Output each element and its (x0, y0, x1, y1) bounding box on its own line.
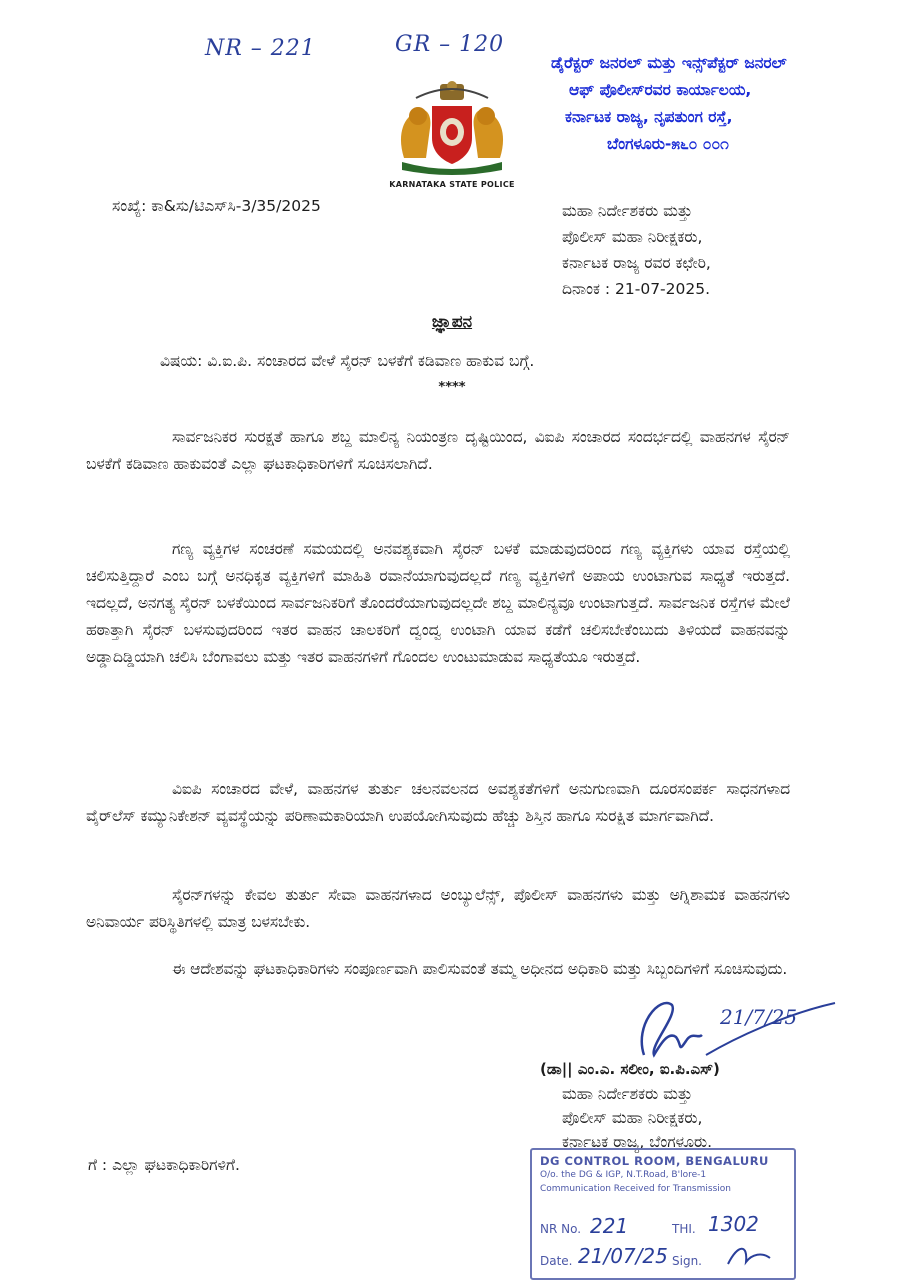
office-line: ಕರ್ನಾಟಕ ರಾಜ್ಯ ರವರ ಕಛೇರಿ, (562, 254, 711, 272)
body-paragraph-1: ಸಾರ್ವಜನಿಕರ ಸುರಕ್ಷತೆ ಹಾಗೂ ಶಬ್ದ ಮಾಲಿನ್ಯ ನಿಯಂತ್ರಣ ದೃಷ್ಟಿಯಿಂದ, ವಿಐಪಿ ಸಂಚಾರದ ಸಂದರ್ಭದಲ್ಲಿ ವಾಹನಗಳ ಸೈರನ್ ಬಳಕೆಗೆ ಕಡಿವಾಣ ಹಾಕುವಂತೆ ಎಲ್ಲಾ ಘಟಕಾಧಿಕಾರಿಗಳಿಗೆ ಸೂಚಿಸಲಾಗಿದೆ. (86, 428, 790, 473)
office-line: ಪೊಲೀಸ್ ಮಹಾ ನಿರೀಕ್ಷಕರು, (562, 228, 703, 246)
stamp-line2: O/o. the DG & IGP, N.T.Road, B'lore-1 (540, 1170, 707, 1180)
signatory-name: (ಡಾ|| ಎಂ.ಎ. ಸಲೀಂ, ಐ.ಪಿ.ಎಸ್) (540, 1060, 720, 1078)
stamp-sign-label: Sign. (672, 1254, 702, 1268)
designation-line: ಕರ್ನಾಟಕ ರಾಜ್ಯ, ಬೆಂಗಳೂರು. (562, 1133, 713, 1151)
office-line: ಮಹಾ ನಿರ್ದೇಶಕರು ಮತ್ತು (562, 202, 693, 220)
body-paragraph-2: ಗಣ್ಯ ವ್ಯಕ್ತಿಗಳ ಸಂಚರಣೆ ಸಮಯದಲ್ಲಿ ಅನವಶ್ಯಕವಾಗಿ ಸೈರನ್ ಬಳಕೆ ಮಾಡುವುದರಿಂದ ಗಣ್ಯ ವ್ಯಕ್ತಿಗಳು ಯಾವ ರಸ್ತೆಯಲ್ಲಿ ಚಲಿಸುತ್ತಿದ್ದಾರೆ ಎಂಬ ಬಗ್ಗೆ ಅನಧಿಕೃತ ವ್ಯಕ್ತಿಗಳಿಗೆ ಮಾಹಿತಿ ರವಾನೆಯಾಗುವುದಲ್ಲದೆ ಗಣ್ಯ ವ್ಯಕ್ತಿಗಳಿಗೆ ಅಪಾಯ ಉಂಟಾಗುವ ಸಾಧ್ಯತೆ ಇರುತ್ತದೆ. ಇದಲ್ಲದೆ, ಅನಗತ್ಯ ಸೈರನ್ ಬಳಕೆಯಿಂದ ಸಾರ್ವಜನಿಕರಿಗೆ ತೊಂದರೆಯಾಗುವುದಲ್ಲದೇ ಶಬ್ದ ಮಾಲಿನ್ಯವೂ ಉಂಟಾಗುತ್ತದೆ. ಸಾರ್ವಜನಿಕ ರಸ್ತೆಗಳ ಮೇಲೆ ಹಠಾತ್ತಾಗಿ ಸೈರನ್ ಬಳಸುವುದರಿಂದ ಇತರ ವಾಹನ ಚಾಲಕರಿಗೆ ದ್ವಂದ್ವ ಉಂಟಾಗಿ ಯಾವ ಕಡೆಗೆ ಚಲಿಸಬೇಕೆಂಬುದು ತಿಳಿಯದೆ ವಾಹನವನ್ನು ಅಡ್ಡಾದಿಡ್ಡಿಯಾಗಿ ಚಲಿಸಿ ಬೆಂಗಾವಲು ಮತ್ತು ಇತರ ವಾಹನಗಳಿಗೆ ಗೊಂದಲ ಉಂಟುಮಾಡುವ ಸಾಧ್ಯತೆಯೂ ಇರುತ್ತದೆ. (86, 540, 790, 666)
subject-line: ವಿಷಯ: ವಿ.ಐ.ಪಿ. ಸಂಚಾರದ ವೇಳೆ ಸೈರನ್ ಬಳಕೆಗೆ ಕಡಿವಾಣ ಹಾಕುವ ಬಗ್ಗೆ. (160, 352, 535, 370)
memo-title: ಜ್ಞಾಪನ (431, 312, 473, 332)
recipient-line: ಗೆ : ಎಲ್ಲಾ ಘಟಕಾಧಿಕಾರಿಗಳಿಗೆ. (88, 1156, 240, 1174)
stamp-line3: Communication Received for Transmission (540, 1184, 731, 1194)
handwritten-signature (620, 985, 860, 1065)
stamp-thi-label: THI. (672, 1222, 696, 1236)
stamp-nr-value: 221 (590, 1214, 629, 1238)
header-line: ಕರ್ನಾಟಕ ರಾಜ್ಯ, ನೃಪತುಂಗ ರಸ್ತೆ, (565, 108, 733, 126)
handwritten-nr-reference: NR – 221 (205, 36, 316, 61)
control-room-stamp (530, 1148, 796, 1280)
stamp-initials (718, 1240, 778, 1273)
designation-line: ಪೊಲೀಸ್ ಮಹಾ ನಿರೀಕ್ಷಕರು, (562, 1109, 703, 1127)
header-line: ಡೈರೆಕ್ಟರ್ ಜನರಲ್ ಮತ್ತು ಇನ್ಸ್‌ಪೆಕ್ಟರ್ ಜನರಲ್ (551, 54, 787, 72)
stamp-nr-label: NR No. (540, 1222, 582, 1236)
office-line: ದಿನಾಂಕ : 21-07-2025. (562, 280, 711, 298)
separator: **** (438, 380, 466, 395)
handwritten-gr-reference: GR – 120 (395, 32, 505, 57)
emblem-caption: KARNATAKA STATE POLICE (389, 180, 515, 189)
office-header (551, 50, 826, 158)
stamp-date-value: 21/07/25 (578, 1244, 668, 1268)
stamp-title: DG CONTROL ROOM, BENGALURU (540, 1154, 769, 1168)
designation-line: ಮಹಾ ನಿರ್ದೇಶಕರು ಮತ್ತು (562, 1085, 693, 1103)
karnataka-police-emblem (382, 76, 522, 189)
stamp-thi-value: 1302 (708, 1212, 759, 1236)
body-paragraph-3: ವಿಐಪಿ ಸಂಚಾರದ ವೇಳೆ, ವಾಹನಗಳ ತುರ್ತು ಚಲನವಲನದ ಅವಶ್ಯಕತೆಗಳಿಗೆ ಅನುಗುಣವಾಗಿ ದೂರಸಂಪರ್ಕ ಸಾಧನಗಳಾದ ವೈರ್‌ಲೆಸ್ ಕಮ್ಯುನಿಕೇಶನ್ ವ್ಯವಸ್ಥೆಯನ್ನು ಪರಿಣಾಮಕಾರಿಯಾಗಿ ಉಪಯೋಗಿಸುವುದು ಹೆಚ್ಚು ಶಿಸ್ತಿನ ಹಾಗೂ ಸುರಕ್ಷಿತ ಮಾರ್ಗವಾಗಿದೆ. (86, 780, 790, 825)
signatory-designation (562, 1082, 712, 1154)
body-paragraph-5: ಈ ಆದೇಶವನ್ನು ಘಟಕಾಧಿಕಾರಿಗಳು ಸಂಪೂರ್ಣವಾಗಿ ಪಾಲಿಸುವಂತೆ ತಮ್ಮ ಅಧೀನದ ಅಧಿಕಾರಿ ಮತ್ತು ಸಿಬ್ಬಂದಿಗಳಿಗೆ ಸೂಚಿಸುವುದು. (172, 960, 788, 978)
signature-date: 21/7/25 (720, 1005, 798, 1029)
body-paragraph-4: ಸೈರನ್‌ಗಳನ್ನು ಕೇವಲ ತುರ್ತು ಸೇವಾ ವಾಹನಗಳಾದ ಅಂಬ್ಯುಲೆನ್ಸ್, ಪೊಲೀಸ್ ವಾಹನಗಳು ಮತ್ತು ಅಗ್ನಿಶಾಮಕ ವಾಹನಗಳು ಅನಿವಾರ್ಯ ಪರಿಸ್ಥಿತಿಗಳಲ್ಲಿ ಮಾತ್ರ ಬಳಸಬೇಕು. (86, 886, 790, 931)
reference-number: ಸಂಖ್ಯೆ: ಕಾ&ಸು/ಟಿಎಸ್‌ಸಿ-3/35/2025 (112, 197, 321, 215)
header-line: ಬೆಂಗಳೂರು-೫೬೦ ೦೦೧ (607, 135, 729, 153)
header-line: ಆಫ್ ಪೊಲೀಸ್‌ರವರ ಕಾರ್ಯಾಲಯ, (569, 81, 752, 99)
office-block (562, 198, 711, 302)
stamp-date-label: Date. (540, 1254, 573, 1268)
